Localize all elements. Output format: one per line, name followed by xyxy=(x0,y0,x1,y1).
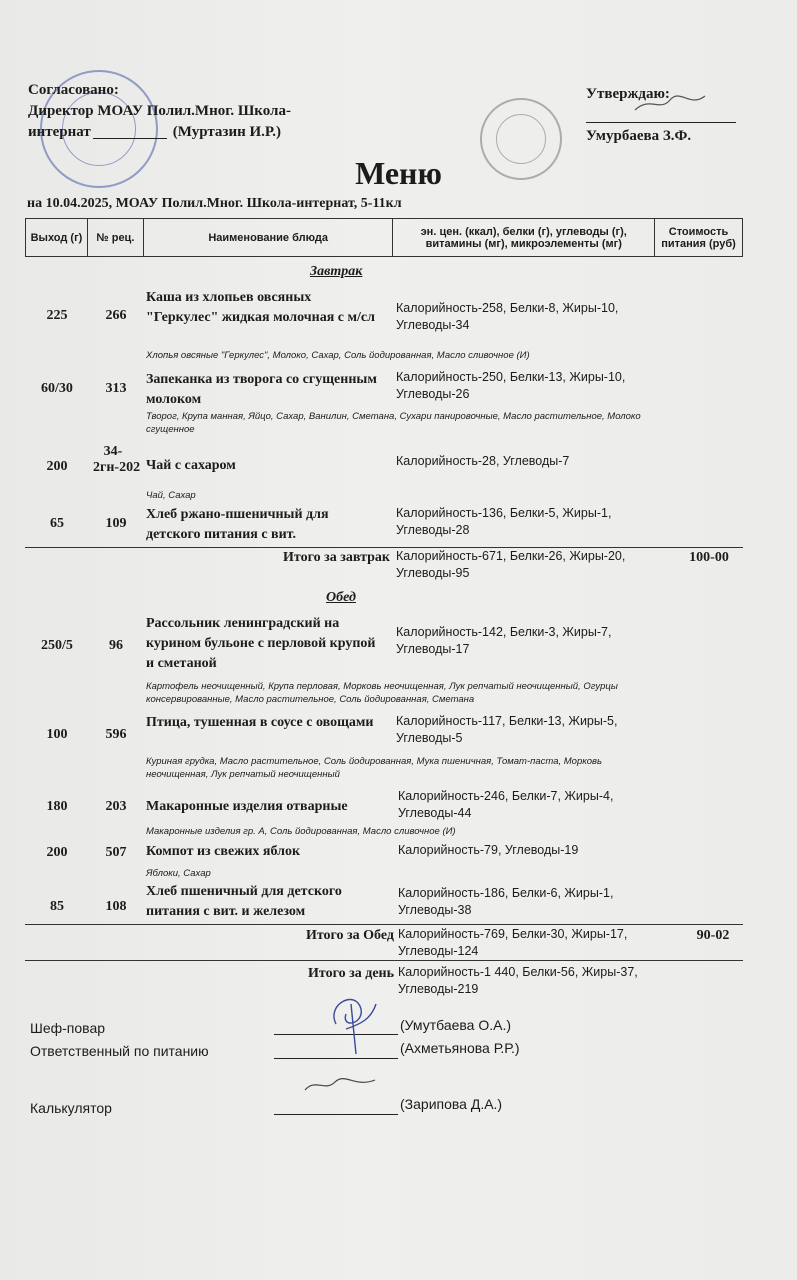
item-name: Чай с сахаром xyxy=(146,458,236,473)
item-yield: 200 xyxy=(46,845,68,860)
item-nutrition: Калорийность-142, Белки-3, Жиры-7, Углеводы-17 xyxy=(396,625,612,656)
item-name: Компот из свежих яблок xyxy=(146,844,301,859)
item-recipe: 596 xyxy=(105,727,127,742)
item-yield: 100 xyxy=(46,727,68,742)
item-nutrition: Калорийность-186, Белки-6, Жиры-1, Углеводы-38 xyxy=(398,886,614,917)
chef-signature xyxy=(316,984,386,1060)
total-label-lunch: Итого за Обед xyxy=(305,928,394,943)
signature-name: (Умутбаева О.А.) xyxy=(400,1017,512,1033)
item-recipe: 203 xyxy=(105,799,127,814)
total-cost-lunch: 90-02 xyxy=(696,928,730,943)
total-nutrition-lunch: Калорийность-769, Белки-30, Жиры-17, Углеводы-124 xyxy=(398,927,628,958)
item-ingredients: Куриная грудка, Масло растительное, Соль йодированная, Мука пшеничная, Томат-паста, Морковь неочищенная, Лук репчатый неочищенный xyxy=(146,756,602,780)
item-recipe: 96 xyxy=(109,638,123,653)
col-cost: Стоимость питания (руб) xyxy=(655,219,743,257)
item-yield: 180 xyxy=(46,799,68,814)
page-title: Меню xyxy=(355,155,442,191)
signature-line xyxy=(274,1114,398,1115)
signature-role: Шеф-повар xyxy=(30,1020,106,1036)
section-title-lunch: Обед xyxy=(326,590,356,605)
item-ingredients: Чай, Сахар xyxy=(146,490,196,501)
total-cost-breakfast: 100-00 xyxy=(689,550,729,565)
total-label-day: Итого за день xyxy=(308,966,394,981)
approval-line-1: Согласовано: xyxy=(28,82,119,98)
item-yield: 225 xyxy=(46,308,68,323)
menu-table-header xyxy=(25,218,743,257)
item-name: Запеканка из творога со сгущенным молоком xyxy=(146,372,377,407)
item-recipe: 108 xyxy=(105,899,127,914)
item-recipe: 34-2гн-202 xyxy=(93,444,141,475)
item-ingredients: Творог, Крупа манная, Яйцо, Сахар, Ванилин, Сметана, Сухари панировочные, Масло растительное, Молоко сгущенное xyxy=(146,411,641,435)
item-name: Каша из хлопьев овсяных "Геркулес" жидкая молочная с м/сл xyxy=(146,290,375,325)
director-signer: (Муртазин И.Р.) xyxy=(172,124,281,140)
item-yield: 200 xyxy=(46,459,68,474)
col-yield: Выход (г) xyxy=(26,219,88,257)
item-name: Рассольник ленинградский на курином бульоне с перловой крупой и сметаной xyxy=(146,616,376,671)
section-title-breakfast: Завтрак xyxy=(310,264,363,279)
item-nutrition: Калорийность-258, Белки-8, Жиры-10, Углеводы-34 xyxy=(396,301,619,332)
col-dish-name: Наименование блюда xyxy=(143,219,393,257)
approval-line-3 xyxy=(28,122,291,143)
signature-name: (Ахметьянова Р.Р.) xyxy=(400,1040,520,1056)
item-name: Макаронные изделия отварные xyxy=(146,799,348,814)
item-nutrition: Калорийность-136, Белки-5, Жиры-1, Углеводы-28 xyxy=(396,506,612,537)
item-ingredients: Хлопья овсяные "Геркулес", Молоко, Сахар, Соль йодированная, Масло сливочное (И) xyxy=(146,350,530,361)
item-ingredients: Картофель неочищенный, Крупа перловая, Морковь неочищенная, Лук репчатый неочищенный, Огурцы консервированные, Масло растительное, Соль йодированная, Сметана xyxy=(146,681,618,705)
total-nutrition-breakfast: Калорийность-671, Белки-26, Жиры-20, Углеводы-95 xyxy=(396,549,626,580)
item-yield: 85 xyxy=(50,899,64,914)
item-recipe: 109 xyxy=(105,516,127,531)
total-divider xyxy=(25,960,743,961)
signature-role: Ответственный по питанию xyxy=(30,1043,209,1059)
item-nutrition: Калорийность-79, Углеводы-19 xyxy=(398,843,579,857)
item-ingredients: Яблоки, Сахар xyxy=(146,868,211,879)
item-name: Хлеб пшеничный для детского питания с вит. и железом xyxy=(146,884,342,919)
col-nutrition: эн. цен. (ккал), белки (г), углеводы (г), витамины (мг), микроэлементы (мг) xyxy=(393,219,655,257)
page-subtitle: на 10.04.2025, МОАУ Полил.Мног. Школа-интернат, 5-11кл xyxy=(27,196,402,211)
item-name: Хлеб ржано-пшеничный для детского питания с вит. xyxy=(146,507,329,542)
calculator-signature xyxy=(300,1074,380,1096)
approver-signature xyxy=(630,92,710,116)
item-recipe: 313 xyxy=(105,381,127,396)
item-nutrition: Калорийность-250, Белки-13, Жиры-10, Углеводы-26 xyxy=(396,370,626,401)
total-label-breakfast: Итого за завтрак xyxy=(283,550,390,565)
item-name: Птица, тушенная в соусе с овощами xyxy=(146,715,374,730)
item-nutrition: Калорийность-246, Белки-7, Жиры-4, Углеводы-44 xyxy=(398,789,614,820)
item-yield: 60/30 xyxy=(41,381,73,396)
approve-label: Утверждаю: xyxy=(586,86,670,102)
item-recipe: 507 xyxy=(105,845,127,860)
total-nutrition-day: Калорийность-1 440, Белки-56, Жиры-37, Углеводы-219 xyxy=(398,965,638,996)
signature-name: (Зарипова Д.А.) xyxy=(400,1096,503,1112)
item-yield: 250/5 xyxy=(41,638,73,653)
item-nutrition: Калорийность-28, Углеводы-7 xyxy=(396,454,570,468)
signature-line-director xyxy=(93,122,167,139)
signature-role: Калькулятор xyxy=(30,1100,112,1116)
item-nutrition: Калорийность-117, Белки-13, Жиры-5, Углеводы-5 xyxy=(396,714,618,745)
approver-signer: Умурбаева З.Ф. xyxy=(586,128,692,144)
total-divider xyxy=(25,924,743,925)
approval-block-left xyxy=(28,80,291,143)
approval-line-3-text: интернат xyxy=(28,124,91,140)
item-yield: 65 xyxy=(50,516,64,531)
item-ingredients: Макаронные изделия гр. А, Соль йодированная, Масло сливочное (И) xyxy=(146,826,456,837)
approval-line-2: Директор МОАУ Полил.Мног. Школа- xyxy=(28,103,291,119)
item-recipe: 266 xyxy=(105,308,127,323)
col-recipe: № рец. xyxy=(87,219,143,257)
